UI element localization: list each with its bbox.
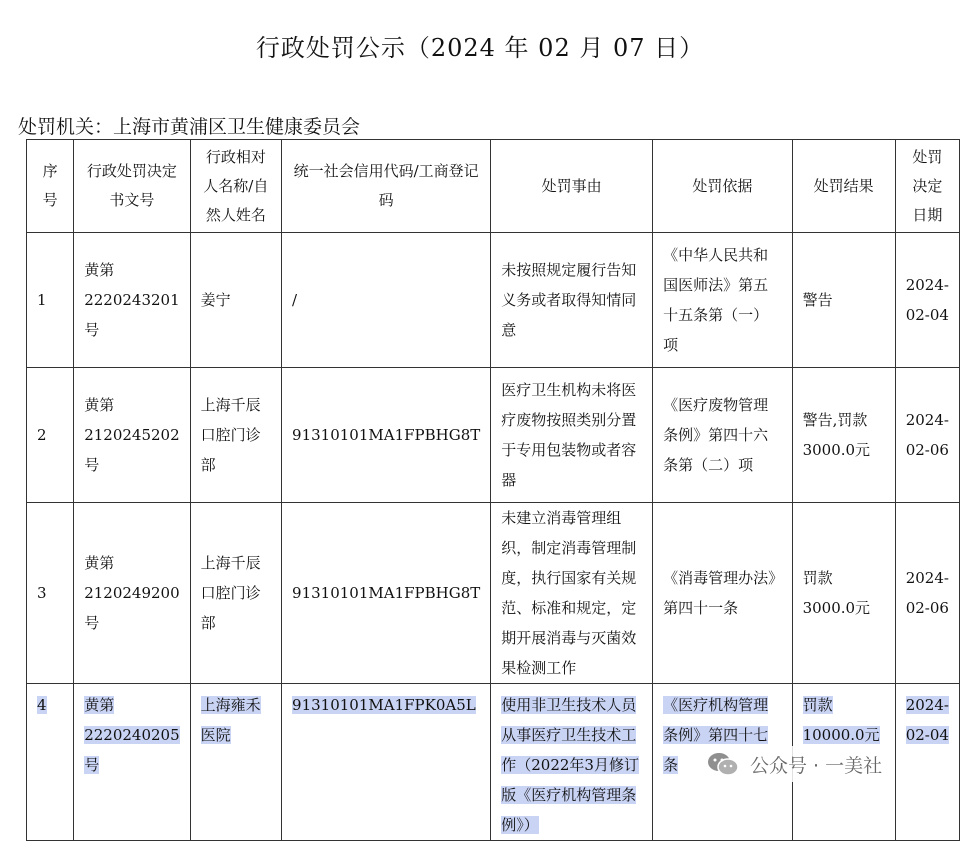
- page-title: 行政处罚公示（2024 年 02 月 07 日）: [255, 34, 705, 62]
- cell-date: 2024-02-04: [895, 233, 959, 368]
- table-row: [27, 233, 960, 368]
- cell-reason: 未按照规定履行告知义务或者取得知情同意: [491, 233, 653, 368]
- header-reason: 处罚事由: [491, 140, 653, 233]
- cell-name: 上海雍禾医院: [200, 696, 261, 744]
- cell-reason: 未建立消毒管理组织，制定消毒管理制度，执行国家有关规范、标准和规定，定期开展消毒与灭菌效果检测工作: [491, 503, 653, 684]
- cell-result: 罚款3000.0元: [792, 503, 895, 684]
- cell-reason: 医疗卫生机构未将医疗废物按照类别分置于专用包装物或者容器: [491, 368, 653, 503]
- header-no: 序号: [27, 140, 74, 233]
- cell-code: 91310101MA1FPBHG8T: [282, 368, 491, 503]
- cell-result: 警告,罚款3000.0元: [792, 368, 895, 503]
- cell-code: 91310101MA1FPK0A5L: [292, 696, 476, 714]
- cell-name: 上海千辰口腔门诊部: [190, 503, 281, 684]
- cell-name: 姜宁: [190, 233, 281, 368]
- watermark-text: 公众号 · 一美社: [750, 754, 883, 777]
- cell-no: 2: [27, 368, 74, 503]
- penalty-table: [26, 139, 960, 841]
- authority-line: 处罚机关：上海市黄浦区卫生健康委员会: [18, 116, 361, 138]
- cell-basis: 《中华人民共和国医师法》第五十五条第（一）项: [653, 233, 792, 368]
- cell-date: 2024-02-04: [905, 696, 949, 744]
- cell-code: 91310101MA1FPBHG8T: [282, 503, 491, 684]
- header-date: 处罚决定日期: [895, 140, 959, 233]
- cell-result: 罚款10000.0元: [802, 696, 880, 744]
- cell-doc: 黄第2220243201号: [74, 233, 190, 368]
- cell-doc: 黄第2120245202号: [74, 368, 190, 503]
- cell-reason: 使用非卫生技术人员从事医疗卫生技术工作（2022年3月修订版《医疗机构管理条例》）: [501, 696, 639, 834]
- header-basis: 处罚依据: [653, 140, 792, 233]
- wechat-icon: [706, 751, 740, 777]
- cell-no: 1: [27, 233, 74, 368]
- cell-code: /: [282, 233, 491, 368]
- watermark: [700, 746, 894, 782]
- cell-basis: 《医疗废物管理条例》第四十六条第（二）项: [653, 368, 792, 503]
- header-code: 统一社会信用代码/工商登记码: [282, 140, 491, 233]
- table-header-row: [27, 140, 960, 233]
- header-doc: 行政处罚决定书文号: [74, 140, 190, 233]
- cell-date: 2024-02-06: [895, 503, 959, 684]
- cell-result: 警告: [792, 233, 895, 368]
- cell-date: 2024-02-06: [895, 368, 959, 503]
- cell-basis: 《消毒管理办法》第四十一条: [653, 503, 792, 684]
- header-name: 行政相对人名称/自然人姓名: [190, 140, 281, 233]
- cell-name: 上海千辰口腔门诊部: [190, 368, 281, 503]
- cell-no: 4: [37, 696, 47, 714]
- table-row: [27, 503, 960, 684]
- table-row: [27, 368, 960, 503]
- cell-doc: 黄第2220240205号: [84, 696, 180, 774]
- cell-doc: 黄第2120249200号: [74, 503, 190, 684]
- cell-basis: 《医疗机构管理条例》第四十七条: [663, 696, 769, 774]
- cell-no: 3: [27, 503, 74, 684]
- header-result: 处罚结果: [792, 140, 895, 233]
